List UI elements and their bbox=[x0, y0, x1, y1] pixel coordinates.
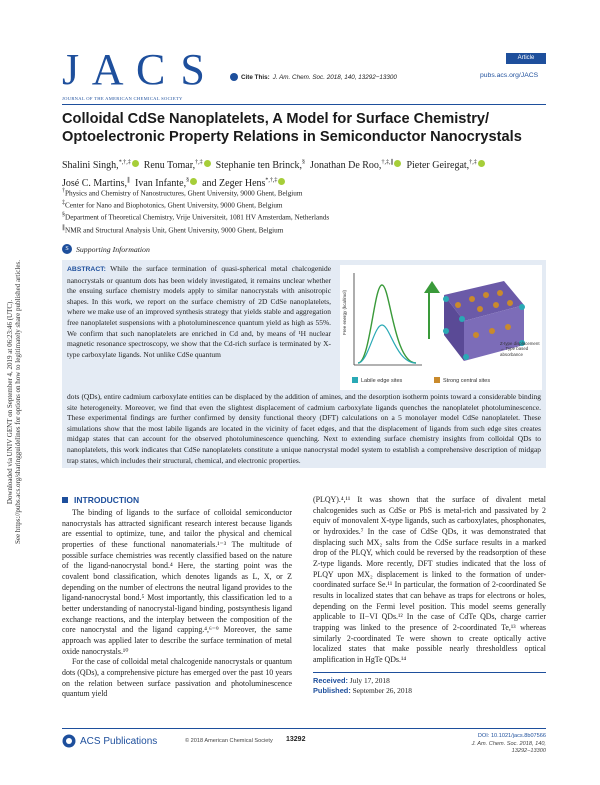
article-dates bbox=[313, 676, 546, 696]
energy-curve bbox=[358, 285, 416, 363]
author[interactable]: José C. Martins,∥ bbox=[62, 177, 130, 189]
intro-right-column bbox=[313, 495, 546, 666]
author-list bbox=[62, 156, 546, 191]
article-type-badge: Article bbox=[506, 53, 546, 64]
received-label: Received: bbox=[313, 676, 348, 685]
journal-reference: J. Am. Chem. Soc. 2018, 140, 13292−13300 bbox=[471, 740, 546, 755]
intro-paragraph: For the case of colloidal metal chalcogenide nanocrystals or quantum dots (QDs), a comprehensive picture has emerged over the past 10 years on the relation between surface passivation and photoluminescence quantum yield bbox=[62, 657, 292, 699]
affiliation: ‡Center for Nano and Biophotonics, Ghent University, 9000 Ghent, Belgium bbox=[62, 200, 283, 210]
cite-this[interactable] bbox=[230, 73, 397, 81]
introduction-heading: INTRODUCTION bbox=[62, 495, 139, 505]
orcid-icon bbox=[132, 160, 139, 167]
cite-icon bbox=[230, 73, 238, 81]
page-number: 13292 bbox=[286, 736, 306, 743]
footer-divider bbox=[62, 728, 546, 729]
journal-logo-subtitle: JOURNAL OF THE AMERICAN CHEMICAL SOCIETY bbox=[62, 96, 183, 101]
affiliation: ∥NMR and Structural Analysis Unit, Ghent University, 9000 Ghent, Belgium bbox=[62, 225, 284, 235]
section-marker-icon bbox=[62, 497, 68, 503]
legend-swatch-labile bbox=[352, 377, 358, 383]
cite-label: Cite This: bbox=[241, 73, 270, 81]
legend-labile: Labile edge sites bbox=[361, 378, 403, 384]
author[interactable]: and Zeger Hens*,†,‡ bbox=[200, 178, 286, 189]
author[interactable]: Pieter Geiregat,†,‡ bbox=[404, 160, 485, 171]
journal-logo-letters: J A C S bbox=[62, 45, 207, 94]
toc-legend bbox=[352, 377, 490, 384]
cite-text: J. Am. Chem. Soc. 2018, 140, 13292−13300 bbox=[272, 73, 397, 81]
affiliation: §Department of Theoretical Chemistry, Vrije Universiteit, 1081 HV Amsterdam, Netherlands bbox=[62, 212, 330, 222]
author[interactable]: Jonathan De Roo,†,‡,∥ bbox=[308, 160, 402, 171]
journal-logo[interactable] bbox=[62, 46, 232, 102]
abstract-part2: dots (QDs), entire cadmium carboxylate entities can be displaced by the addition of amines, and the desorption isotherm points toward a considerable binding site heterogeneity. Moreover, we find that even the slightest displacement of cadmium carboxylate ligands quenches the nanoplatelet photoluminescence. These experimental findings are further confirmed by density functional theory (DFT) calculations on a 5 monolayer model CdSe nanoplatelet. These simulations show that the most labile ligands are located in the vicinity of facet edges, and that the displacement of ligands from such edge sites creates midgap states that can account for the observed photoluminescence quenching. Next to extending surface chemistry insights from colloidal QDs to nanoplatelets, this work indicates that CdSe nanoplatelets constitute a unique nanocrystal model system to establish a comprehensive description of midgap trap states, which includes their structural, chemical, and electronic properties. bbox=[67, 392, 541, 465]
acs-publications-logo[interactable]: ACS Publications bbox=[62, 734, 157, 748]
dates-divider bbox=[313, 672, 546, 673]
legend-strong: Strong central sites bbox=[443, 378, 491, 384]
intro-paragraph: The binding of ligands to the surface of colloidal semiconductor nanocrystals has attracted significant research interest because ligands are essential to optimize, tune, and tailor the physical and chemical properties of these functional nanomaterials.¹⁻³ The multitude of possible surface chemistries was recently classified based on the nature of the ligand-nanocrystal bond.⁴ Here, the starting point was the covalent bond classification, which denotes ligands as L, X, or Z depending on the number of electrons the neutral ligand provides to the ligand-nanocrystal bond.⁵ Most importantly, this classification led to a better understanding of nanocrystal-ligand binding, postsynthesis ligand exchange reactions, and the interplay between the composition of the core nanocrystal and the ligand capping.⁴,⁶⁻⁹ Moreover, the same approach was applied later to describe the surface termination of metal oxide nanocrystals.¹⁰ bbox=[62, 508, 292, 656]
received-date: July 17, 2018 bbox=[349, 676, 390, 685]
article-title: Colloidal CdSe Nanoplatelets, A Model for Surface Chemistry/ Optoelectronic Property Relations in Semiconductor Nanocrystals bbox=[62, 111, 522, 145]
toc-graphic bbox=[340, 265, 542, 390]
toc-y-label: Free energy (kcal/mol) bbox=[342, 289, 347, 335]
download-note-line1: Downloaded via UNIV GENT on September 4, 2019 at 06:23:46 (UTC). bbox=[6, 299, 14, 505]
author[interactable]: Ivan Infante,§ bbox=[133, 178, 198, 189]
journal-url[interactable]: pubs.acs.org/JACS bbox=[480, 72, 539, 79]
toc-note: Z-type displacement → Type based absorbance bbox=[500, 341, 540, 357]
orcid-icon bbox=[394, 160, 401, 167]
acs-logo-icon bbox=[62, 734, 76, 748]
download-note bbox=[6, 212, 23, 592]
intro-paragraph: (PLQY).⁴,¹¹ It was shown that the surface of divalent metal chalcogenides such as CdSe or PbS is metal-rich and passivated by 2 equiv of monovalent X-type ligands, such as carboxylates, phosphonates, or hydroxides.⁷ In the case of CdSe QDs, it was demonstrated that displacing such MX₂ salts from the CdSe surface results in a marked drop of the PLQY, which could be reversed by the readsorption of these Z-type ligands. More recently, DFT studies indicated that the loss of PLQY upon MX₂ displacement is linked to the formation of under-coordinated surface Se.¹¹ In particular, the formation of 2-coordinated Se results in localized states that can behave as traps for electrons or holes, depending on the Fermi level position. This model seems generally applicable to II−VI QDs.¹² In the case of CdTe QDs, charge carrier trapping was linked to the presence of 2-coordinated Te,¹³ whereas similarly 2-coordinated Te were shown to create optically active localized states that make possible nearly thresholdless optical amplification in HgTe QDs.¹⁴ bbox=[313, 495, 546, 664]
orcid-icon bbox=[478, 160, 485, 167]
abstract-part1: ABSTRACT: While the surface termination of quasi-spherical metal chalcogenide nanocrystals or quantum dots has been widely investigated, it remains unclear whether the ensuing surface chemistry models apply to similar nanocrystals with anisotropic shapes. In this work, we report on the surface chemistry of 2D CdSe nanoplatelets, where we make use of an improved synthesis strategy that yields stable and aggregation free nanoplatelet suspensions with a photoluminescence quantum yield as high as 55%. We confirm that such nanoplatelets are enriched in Cd and, by means of ¹H nuclear magnetic resonance spectroscopy, we show that the Cd-rich surface is terminated by X-type carboxylate ligands. Not unlike CdSe quantum bbox=[67, 264, 331, 359]
copyright: © 2018 American Chemical Society bbox=[185, 738, 273, 744]
affiliation: †Physics and Chemistry of Nanostructures, Ghent University, 9000 Ghent, Belgium bbox=[62, 188, 303, 198]
author[interactable]: Stephanie ten Brinck,§ bbox=[215, 160, 306, 172]
toc-graphic-svg bbox=[340, 265, 542, 390]
doi-block bbox=[440, 733, 546, 756]
orcid-icon bbox=[204, 160, 211, 167]
supporting-info-label: Supporting Information bbox=[76, 244, 150, 254]
orcid-icon bbox=[190, 178, 197, 185]
legend-swatch-strong bbox=[434, 377, 440, 383]
abstract-label: ABSTRACT: bbox=[67, 266, 106, 273]
published-date: September 26, 2018 bbox=[352, 686, 412, 695]
header-divider bbox=[62, 104, 546, 105]
orcid-icon bbox=[278, 178, 285, 185]
published-label: Published: bbox=[313, 686, 351, 695]
supporting-info-link[interactable] bbox=[62, 244, 150, 254]
free-energy-plot bbox=[342, 273, 422, 365]
author[interactable]: Renu Tomar,†,‡ bbox=[141, 160, 210, 171]
intro-left-column bbox=[62, 508, 292, 700]
doi-link[interactable]: DOI: 10.1021/jacs.8b07566 bbox=[477, 733, 546, 739]
download-note-line2: See https://pubs.acs.org/sharingguidelines for options on how to legitimately share published articles. bbox=[14, 260, 23, 544]
supporting-info-icon: S bbox=[62, 244, 72, 254]
author[interactable]: Shalini Singh,*,†,‡ bbox=[62, 160, 139, 171]
